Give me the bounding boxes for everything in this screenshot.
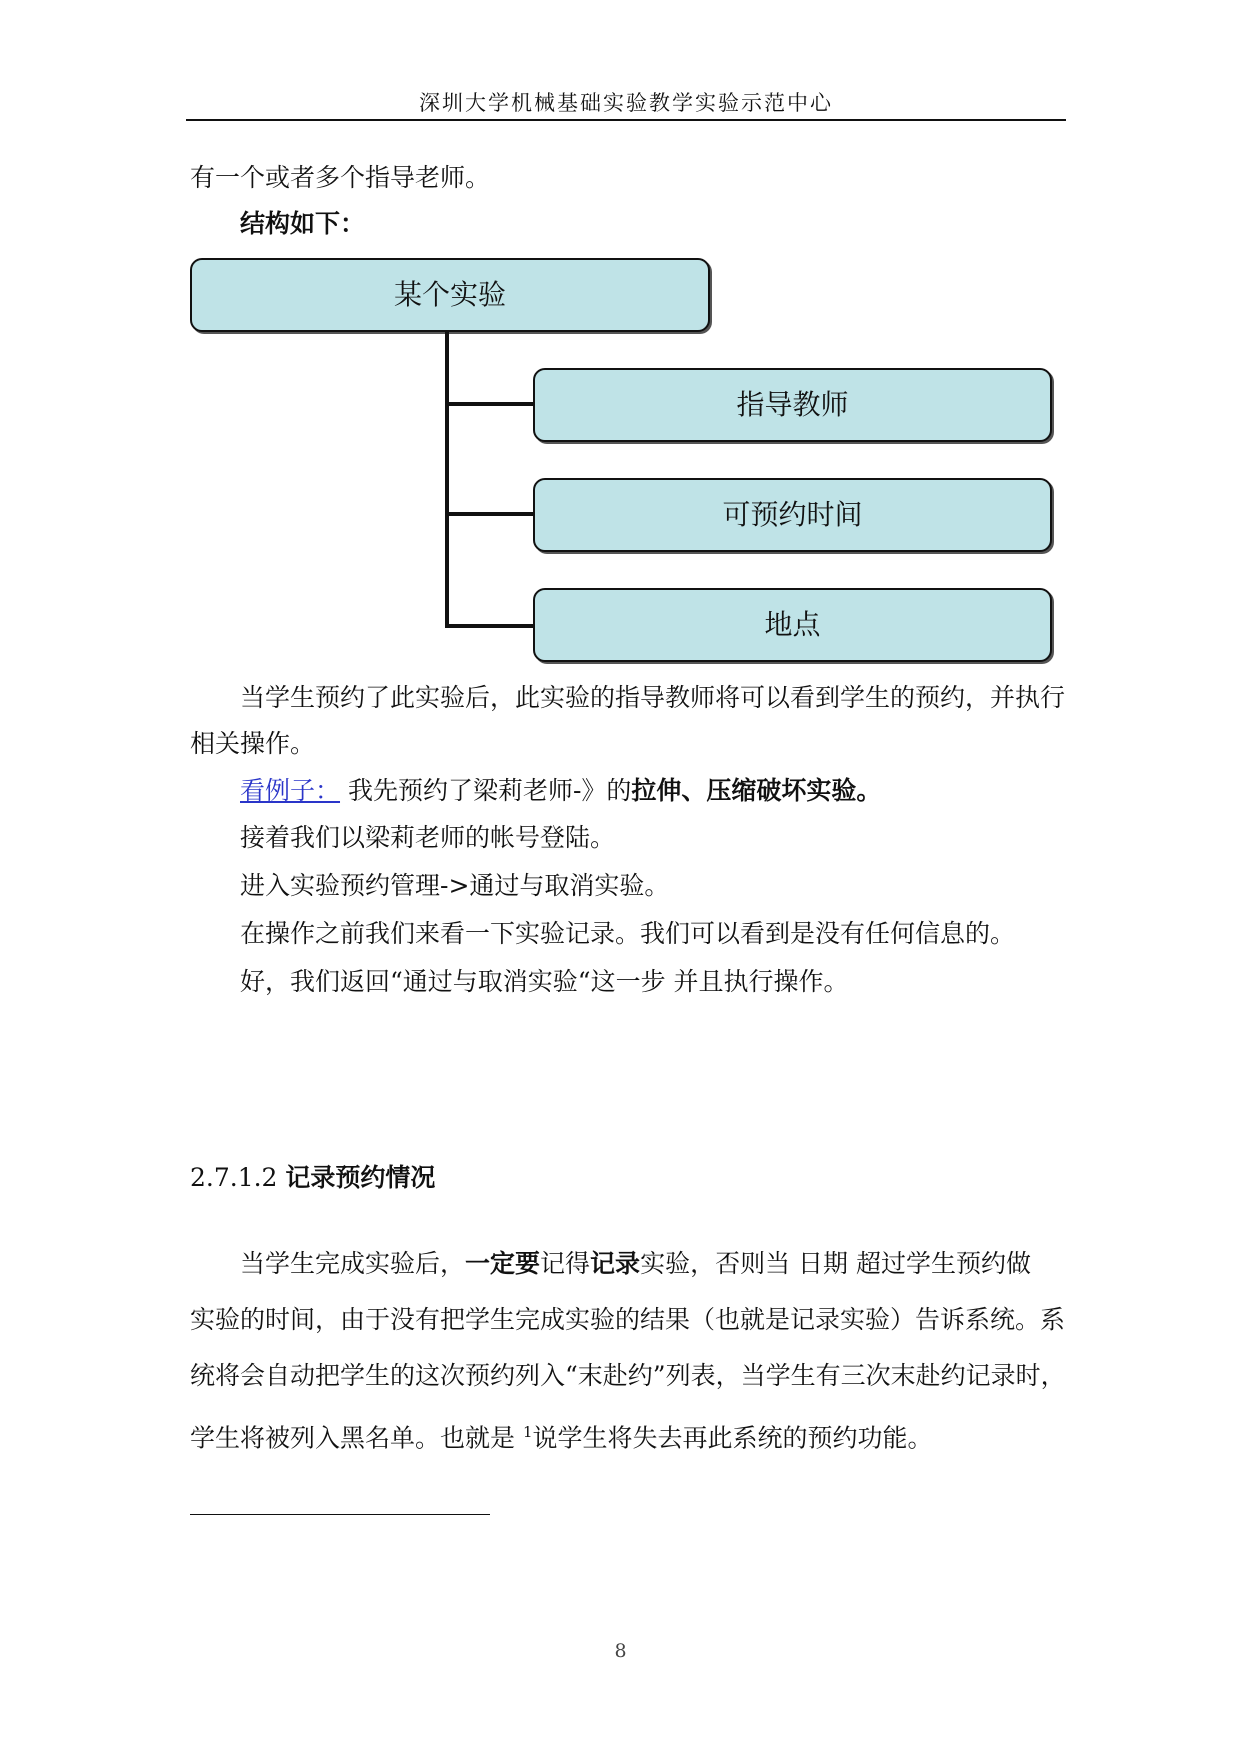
- example-text: 我先预约了梁莉老师-》的: [340, 776, 632, 805]
- paragraph-line: 好，我们返回“通过与取消实验“这一步 并且执行操作。: [240, 967, 849, 996]
- text-run: 当学生完成实验后，: [240, 1249, 466, 1278]
- paragraph-line: 实验的时间，由于没有把学生完成实验的结果（也就是记录实验）告诉系统。系: [190, 1305, 1066, 1334]
- section-title: 记录预约情况: [285, 1163, 436, 1192]
- diagram-child-box: 地点: [533, 588, 1052, 662]
- diagram-branch-line: [445, 624, 533, 628]
- paragraph-line: [240, 1246, 1031, 1282]
- header-rule: [186, 119, 1066, 121]
- page-number: 8: [614, 1640, 627, 1662]
- section-heading: [190, 1160, 435, 1196]
- paragraph-line: 接着我们以梁莉老师的帐号登陆。: [240, 823, 616, 852]
- diagram-root-box: 某个实验: [190, 258, 710, 332]
- section-number: 2.7.1.2: [190, 1163, 286, 1192]
- text-run: 说学生将失去再此系统的预约功能。: [532, 1423, 933, 1453]
- text-run: 实验，否则当 日期 超过学生预约做: [640, 1249, 1031, 1278]
- structure-label: 结构如下：: [240, 209, 366, 238]
- example-link[interactable]: 看例子：: [240, 776, 341, 805]
- diagram-child-box: 可预约时间: [533, 478, 1052, 552]
- diagram-branch-line: [445, 402, 533, 406]
- diagram-child-box: 指导教师: [533, 368, 1052, 442]
- text-run: 学生将被列入黑名单。也就是: [190, 1423, 523, 1453]
- footnote-ref[interactable]: 1: [522, 1423, 533, 1441]
- text-run: 记得: [540, 1249, 591, 1278]
- paragraph-line: 在操作之前我们来看一下实验记录。我们可以看到是没有任何信息的。: [240, 919, 1016, 948]
- bold-run: 一定要: [465, 1249, 541, 1278]
- page-header: 深圳大学机械基础实验教学实验示范中心: [419, 91, 833, 115]
- diagram-trunk-line: [445, 330, 449, 628]
- paragraph-line: 相关操作。: [190, 729, 316, 758]
- paragraph-line: 进入实验预约管理->通过与取消实验。: [240, 871, 670, 900]
- paragraph-line: [190, 1414, 933, 1456]
- bold-run: 记录: [590, 1249, 641, 1278]
- footnote-rule: [190, 1514, 490, 1515]
- example-line: [240, 773, 881, 809]
- paragraph-intro: 有一个或者多个指导老师。: [190, 163, 491, 192]
- diagram-branch-line: [445, 512, 533, 516]
- paragraph-line: 当学生预约了此实验后，此实验的指导教师将可以看到学生的预约，并执行: [240, 683, 1066, 712]
- example-bold-text: 拉伸、压缩破坏实验。: [631, 776, 882, 805]
- paragraph-line: 统将会自动把学生的这次预约列入“末赴约”列表，当学生有三次末赴约记录时，: [190, 1361, 1066, 1390]
